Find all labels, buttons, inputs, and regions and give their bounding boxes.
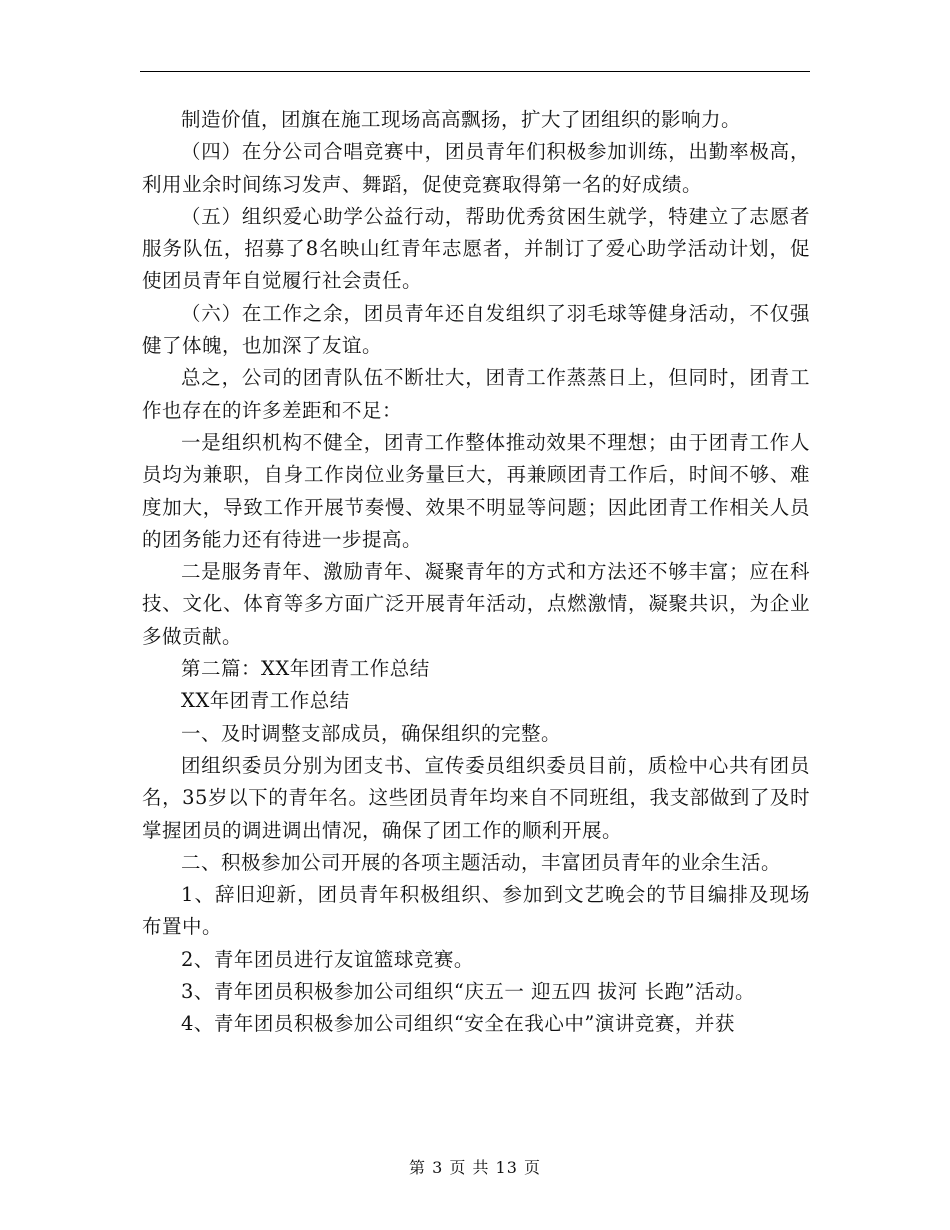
header-rule [140, 71, 810, 72]
paragraph: 1、辞旧迎新，团员青年积极组织、参加到文艺晚会的节目编排及现场布置中。 [142, 883, 810, 939]
paragraph: 2、青年团员进行友谊篮球竞赛。 [181, 947, 474, 971]
paragraph: 3、青年团员积极参加公司组织“庆五一 迎五四 拔河 长跑”活动。 [181, 980, 755, 1004]
paragraph: 总之，公司的团青队伍不断壮大，团青工作蒸蒸日上，但同时，团青工作也存在的许多差距和不足： [142, 366, 810, 422]
paragraph: 第二篇：XX年团青工作总结 [181, 657, 430, 681]
paragraph: （四）在分公司合唱竞赛中，团员青年们积极参加训练，出勤率极高，利用业余时间练习发声、舞蹈，促使竞赛取得第一名的好成绩。 [142, 140, 810, 196]
paragraph: XX年团青工作总结 [181, 689, 350, 713]
paragraph: 二是服务青年、激励青年、凝聚青年的方式和方法还不够丰富；应在科技、文化、体育等多方面广泛开展青年活动，点燃激情，凝聚共识，为企业多做贡献。 [142, 560, 810, 648]
paragraph: 二、积极参加公司开展的各项主题活动，丰富团员青年的业余生活。 [181, 850, 782, 874]
paragraph: 一是组织机构不健全，团青工作整体推动效果不理想；由于团青工作人员均为兼职，自身工作岗位业务量巨大，再兼顾团青工作后，时间不够、难度加大，导致工作开展节奏慢、效果不明显等问题；因此团青工作相关人员的团务能力还有待进一步提高。 [142, 430, 810, 551]
paragraph: 一、及时调整支部成员，确保组织的完整。 [181, 721, 562, 745]
paragraph: 4、青年团员积极参加公司组织“安全在我心中”演讲竞赛，并获 [181, 1012, 735, 1036]
paragraph: 团组织委员分别为团支书、宣传委员组织委员目前，质检中心共有团员名，35岁以下的青年名。这些团员青年均来自不同班组，我支部做到了及时掌握团员的调进调出情况，确保了团工作的顺利开展。 [142, 753, 810, 842]
paragraph: 制造价值，团旗在施工现场高高飘扬，扩大了团组织的影响力。 [181, 108, 742, 131]
paragraph: （五）组织爱心助学公益行动，帮助优秀贫困生就学，特建立了志愿者服务队伍，招募了8名映山红青年志愿者，并制订了爱心助学活动计划，促使团员青年自觉履行社会责任。 [142, 204, 810, 293]
page-footer: 第 3 页 共 13 页 [409, 1158, 541, 1177]
paragraph: （六）在工作之余，团员青年还自发组织了羽毛球等健身活动，不仅强健了体魄，也加深了友谊。 [142, 301, 810, 358]
document-body [142, 104, 810, 1041]
